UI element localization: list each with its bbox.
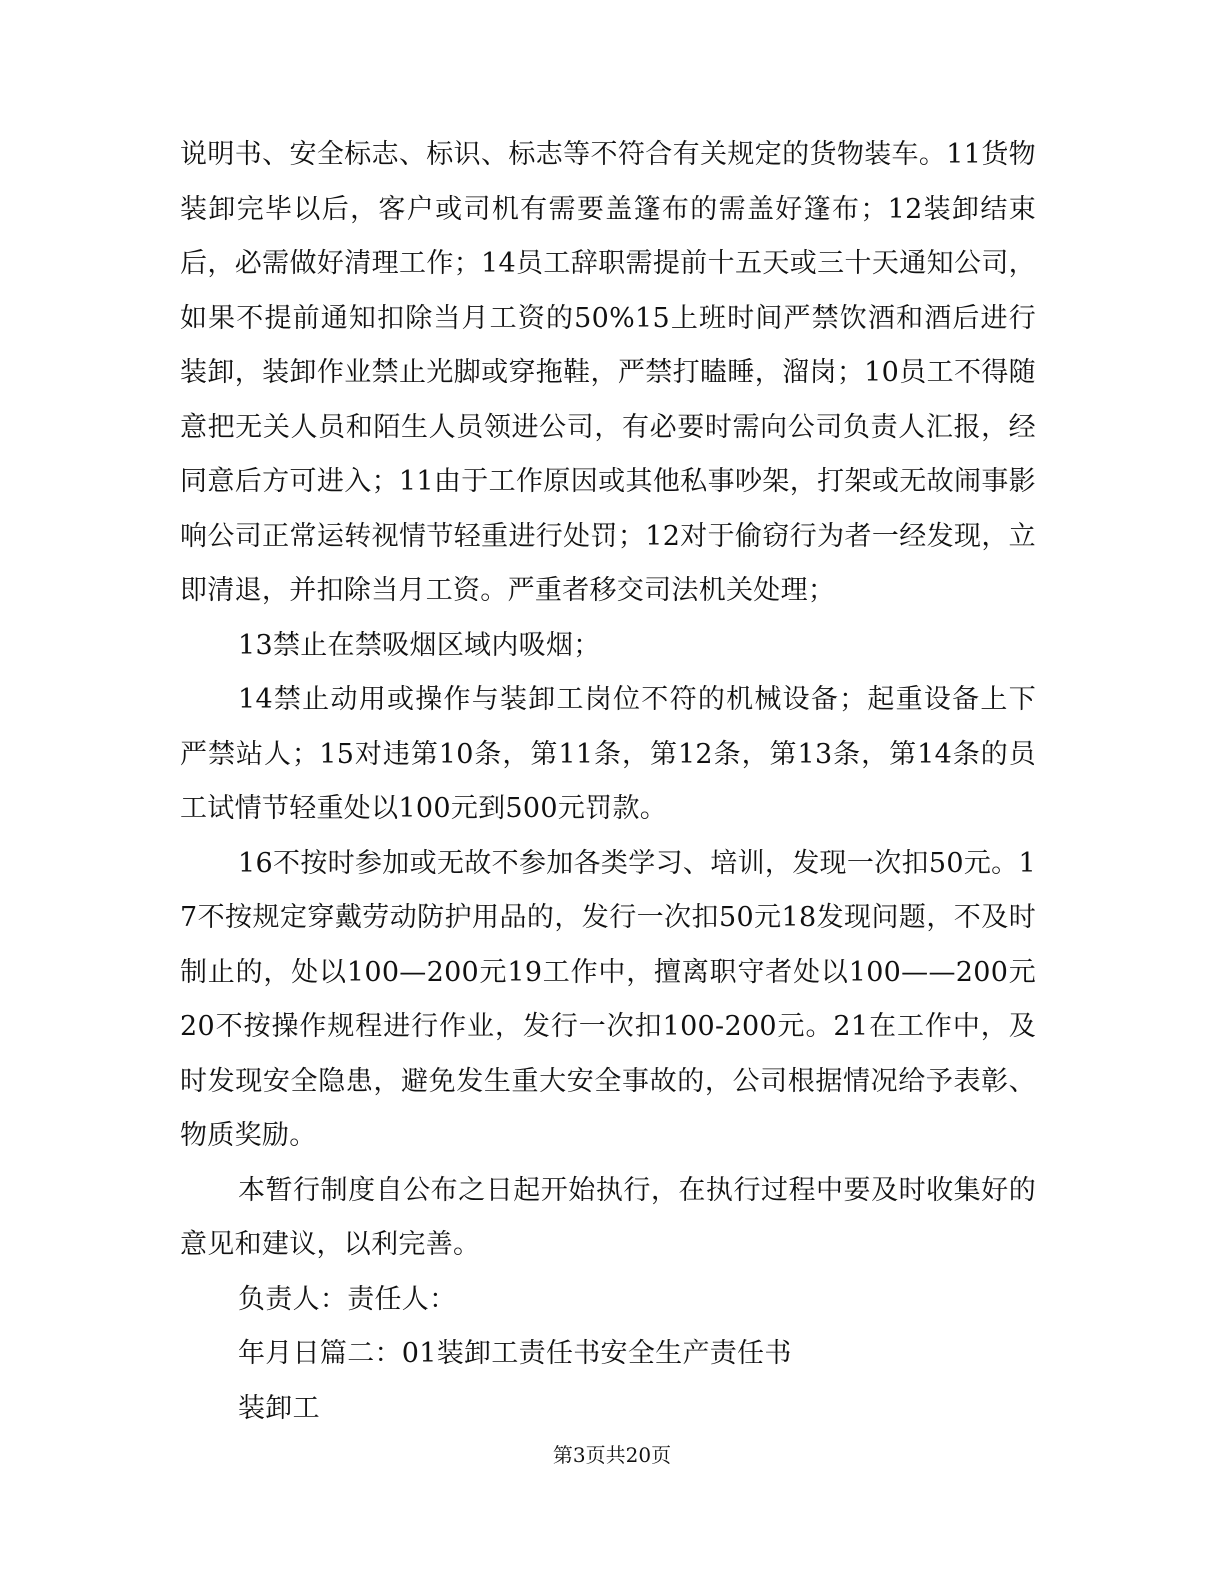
document-body — [180, 128, 1036, 1436]
paragraph-role-heading: 装卸工 — [238, 1392, 320, 1424]
paragraph-rules-16-21: 16不按时参加或无故不参加各类学习、培训，发现一次扣50元。17不按规定穿戴劳动防护用品的，发行一次扣50元18发现问题，不及时制止的，处以100—200元19工作中，擅离职守者处以100——200元20不按操作规程进行作业，发行一次扣100-200元。21在工作中，及时发现安全隐患，避免发生重大安全事故的，公司根据情况给予表彰、物质奖励。 — [180, 847, 1036, 1151]
page-number-footer: 第3页共20页 — [552, 1443, 672, 1467]
paragraph-effective-clause: 本暂行制度自公布之日起开始执行，在执行过程中要及时收集好的意见和建议，以利完善。 — [180, 1174, 1036, 1260]
paragraph-rule-14-15: 14禁止动用或操作与装卸工岗位不符的机械设备；起重设备上下严禁站人；15对违第10条，第11条，第12条，第13条，第14条的员工试情节轻重处以100元到500元罚款。 — [180, 684, 1036, 824]
paragraph-date-and-section-title: 年月日篇二：01装卸工责任书安全生产责任书 — [238, 1338, 792, 1369]
paragraph-rule-13: 13禁止在禁吸烟区域内吸烟； — [238, 629, 601, 661]
paragraph-signatories: 负责人：责任人： — [238, 1283, 457, 1315]
paragraph-rules-continued: 说明书、安全标志、标识、标志等不符合有关规定的货物装车。11货物装卸完毕以后，客户或司机有需要盖篷布的需盖好篷布；12装卸结束后，必需做好清理工作；14员工辞职需提前十五天或三十天通知公司，如果不提前通知扣除当月工资的50%15上班时间严禁饮酒和酒后进行装卸，装卸作业禁止光脚或穿拖鞋，严禁打瞌睡，溜岗；10员工不得随意把无关人员和陌生人员领进公司，有必要时需向公司负责人汇报，经同意后方可进入；11由于工作原因或其他私事吵架，打架或无故闹事影响公司正常运转视情节轻重进行处罚；12对于偷窃行为者一经发现，立即清退，并扣除当月工资。严重者移交司法机关处理； — [180, 139, 1036, 606]
